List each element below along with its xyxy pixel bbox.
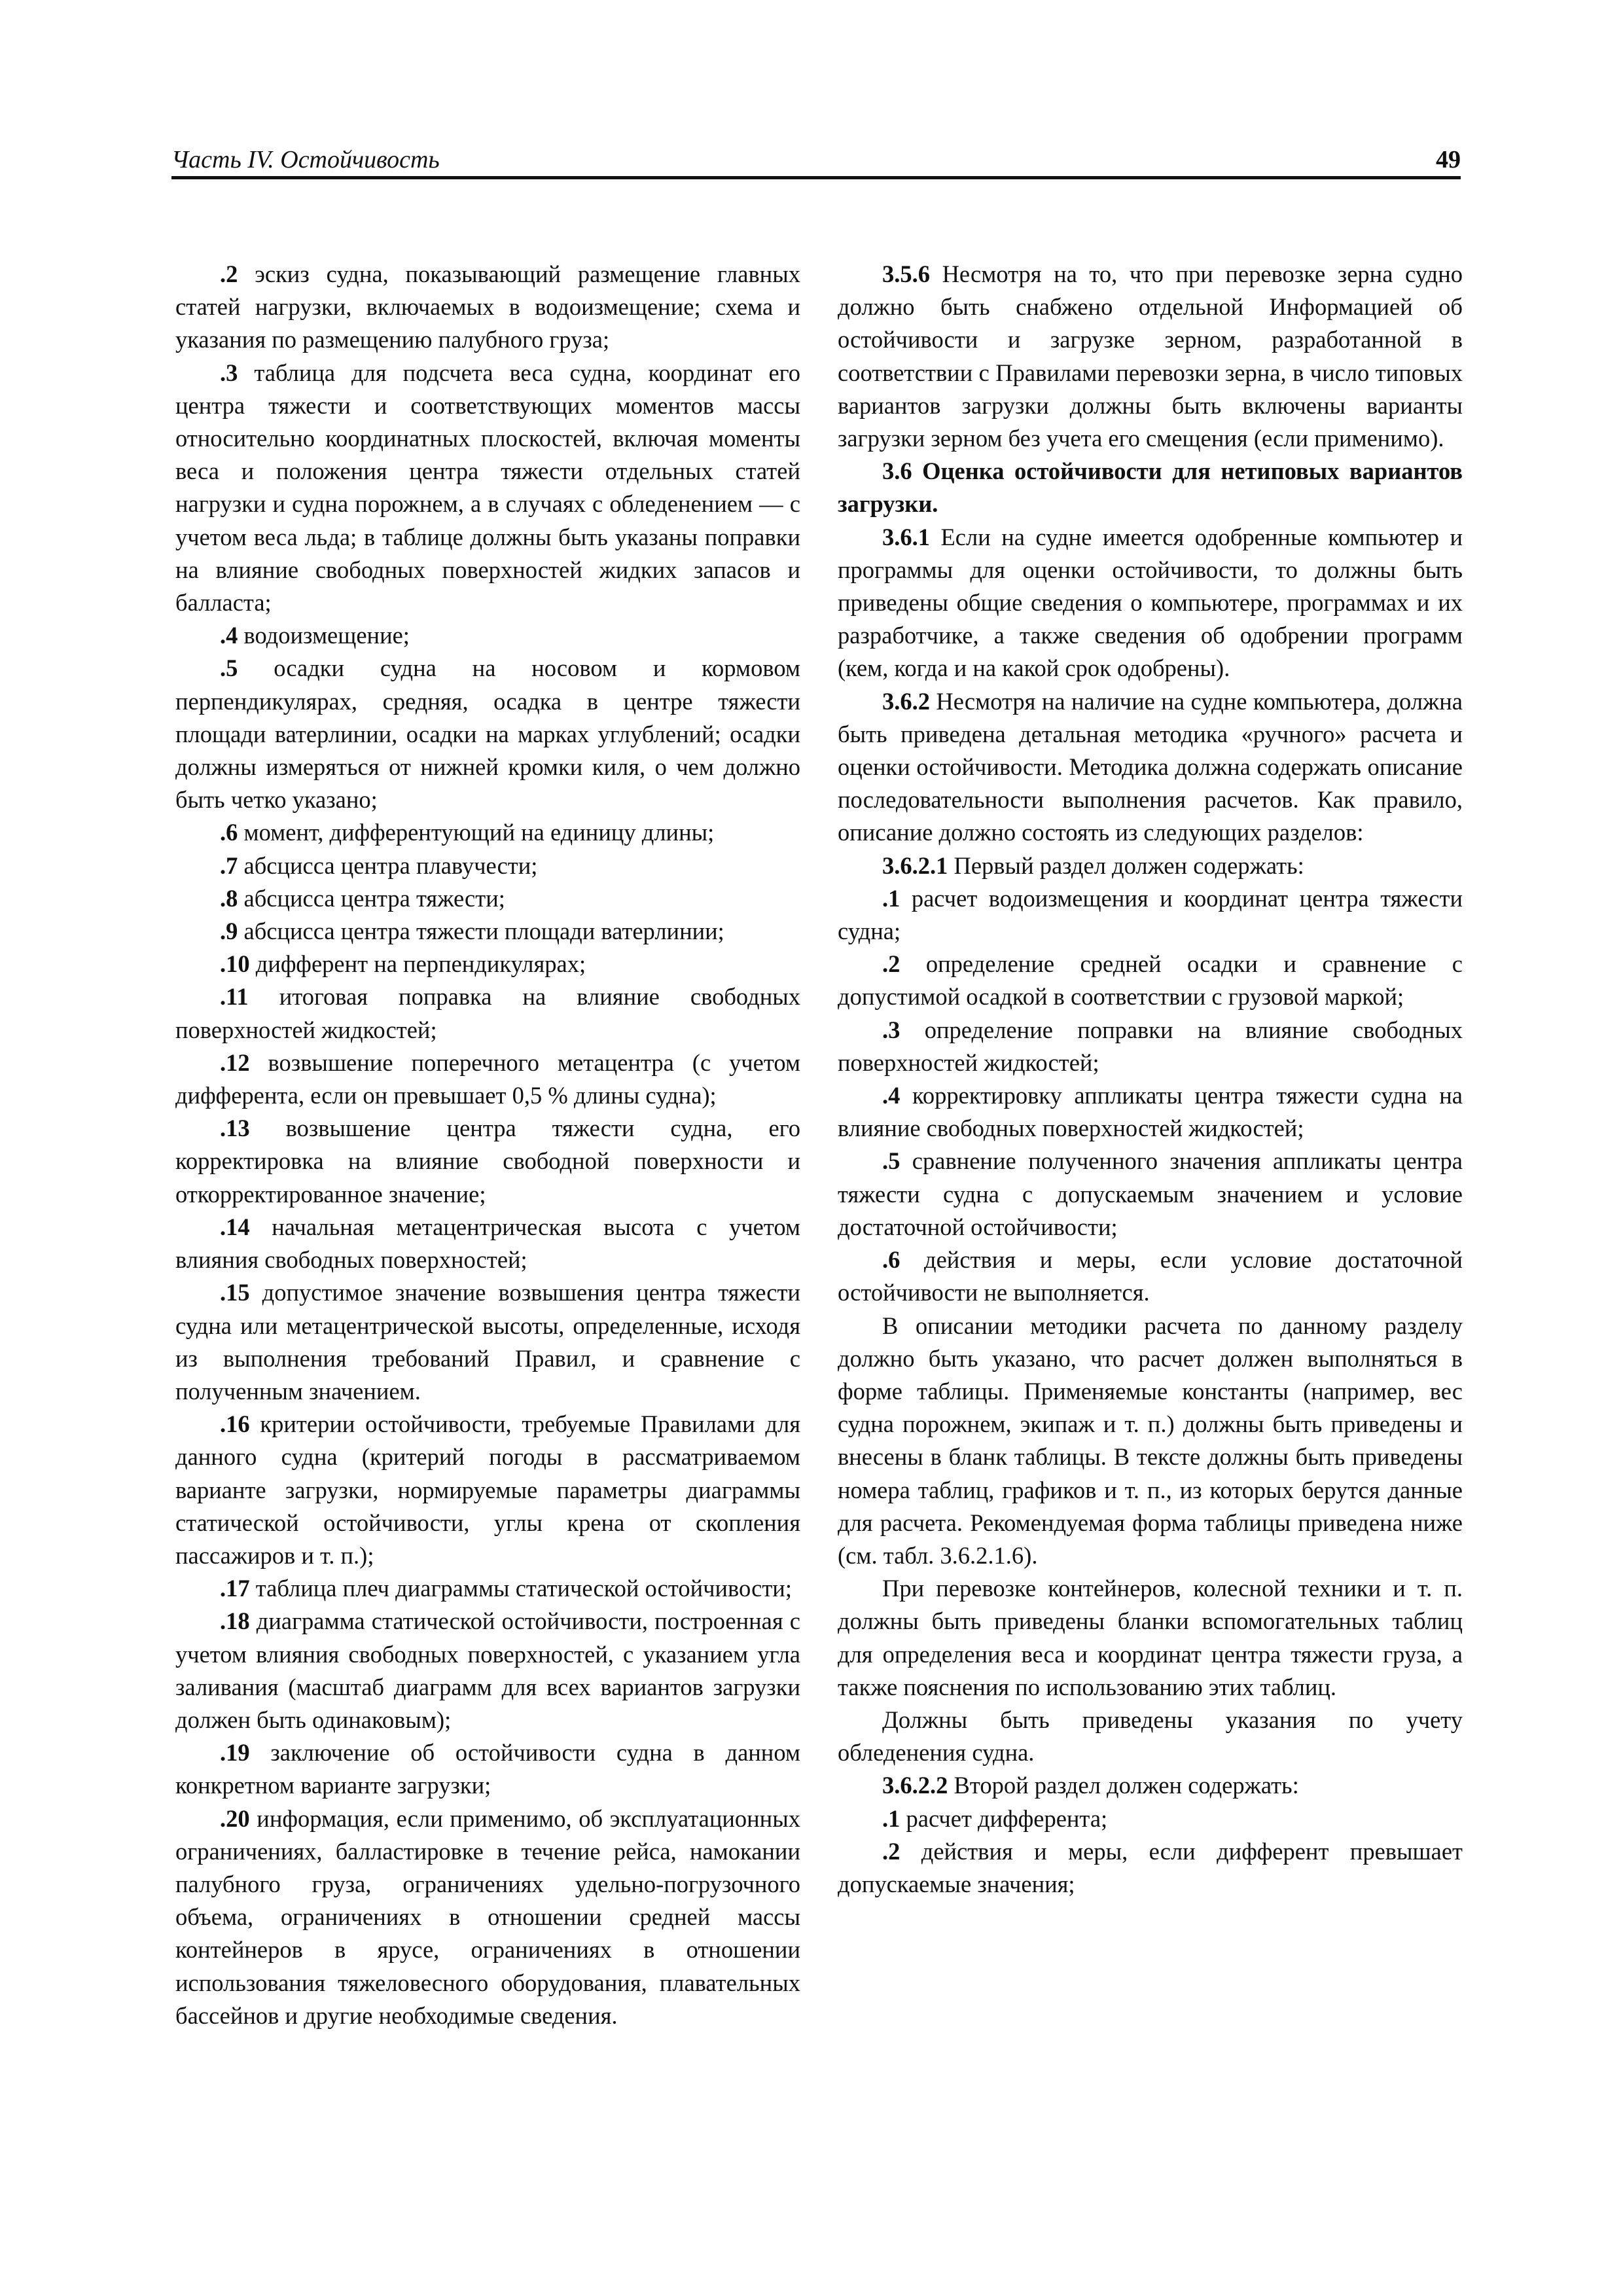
paragraph (175, 1211, 800, 1276)
right-column (838, 258, 1463, 1901)
item-text: определение средней осадки и сравнение с допустимой осадкой в соответствии с грузовой маркой; (838, 950, 1463, 1011)
item-text: корректировку аппликаты центра тяжести судна на влияние свободных поверхностей жидкостей; (838, 1082, 1463, 1142)
item-number: .7 (220, 852, 238, 879)
item-text: итоговая поправка на влияние свободных поверхностей жидкостей; (175, 983, 800, 1043)
item-text: заключение об остойчивости судна в данном конкретном варианте загрузки; (175, 1739, 800, 1799)
paragraph (838, 850, 1463, 882)
heading-text: 3.6 Оценка остойчивости для нетиповых вариантов загрузки. (838, 457, 1463, 518)
item-number: .4 (220, 622, 238, 649)
paragraph (175, 652, 800, 816)
paragraph (838, 1244, 1463, 1309)
paragraph (175, 258, 800, 357)
item-number: .1 (882, 1804, 901, 1832)
paragraph (175, 1572, 800, 1605)
paragraph (175, 357, 800, 620)
item-text: Если на судне имеется одобренные компьютер и программы для оценки остойчивости, то должны быть приведены общие сведения о компьютере, программах и их разработчике, а также сведения об одобрении программ (кем, когда и на какой срок одобрены). (838, 523, 1463, 682)
item-text: момент, дифферентующий на единицу длины; (238, 819, 715, 846)
paragraph (175, 619, 800, 652)
item-number: 3.6.2 (882, 687, 930, 715)
item-number: .6 (220, 819, 238, 846)
item-text: действия и меры, если дифферент превышает допускаемые значения; (838, 1837, 1463, 1897)
item-number: .6 (882, 1246, 901, 1274)
paragraph (838, 1310, 1463, 1573)
paragraph (175, 816, 800, 849)
item-text: возвышение поперечного метацентра (с учетом дифферента, если он превышает 0,5 % длины судна); (175, 1049, 800, 1109)
item-text: сравнение полученного значения аппликаты центра тяжести судна с допускаемым значением и условие достаточной остойчивости; (838, 1147, 1463, 1240)
item-number: .17 (220, 1575, 250, 1602)
item-text: эскиз судна, показывающий размещение главных статей нагрузки, включаемых в водоизмещение; схема и указания по размещению палубного груза; (175, 260, 800, 353)
item-text: абсцисса центра тяжести площади ватерлинии; (238, 918, 724, 945)
item-number: .19 (220, 1739, 250, 1767)
item-text: водоизмещение; (238, 622, 410, 649)
item-text: расчет водоизмещения и координат центра тяжести судна; (838, 884, 1463, 945)
item-number: 3.6.1 (882, 523, 930, 550)
paragraph (175, 1605, 800, 1736)
paragraph (838, 1769, 1463, 1802)
paragraph (838, 521, 1463, 685)
item-text: расчет дифферента; (900, 1804, 1108, 1832)
paragraph (175, 1276, 800, 1408)
left-column (175, 258, 800, 2032)
item-number: .4 (882, 1082, 901, 1109)
paragraph (175, 1047, 800, 1112)
page-header (171, 145, 1461, 178)
item-number: .9 (220, 918, 238, 945)
paragraph (838, 1079, 1463, 1145)
item-text: абсцисса центра плавучести; (238, 852, 538, 879)
item-number: .2 (220, 260, 238, 287)
item-text: Первый раздел должен содержать: (948, 852, 1304, 879)
paragraph (838, 258, 1463, 455)
page-number: 49 (1436, 146, 1461, 173)
item-text: критерии остойчивости, требуемые Правилами для данного судна (критерий погоды в рассматриваемом варианте загрузки, нормируемые параметры диаграммы статической остойчивости, углы крена от скопления пассажиров и т. п.); (175, 1410, 800, 1569)
item-text: Несмотря на то, что при перевозке зерна судно должно быть снабжено отдельной Информацией об остойчивости и загрузке зерном, разработанной в соответствии с Правилами перевозки зерна, в число типовых вариантов загрузки должны быть включены варианты загрузки зерном без учета его смещения (если применимо). (838, 260, 1463, 452)
paragraph (838, 1572, 1463, 1704)
item-text: информация, если применимо, об эксплуатационных ограничениях, балластировке в течение рейса, намокании палубного груза, ограничениях удельно-погрузочного объема, ограничениях в отношении средней массы контейнеров в ярусе, ограничениях в отношении использования тяжеловесного оборудования, плавательных бассейнов и другие необходимые сведения. (175, 1804, 800, 2029)
running-title: Часть IV. Остойчивость (171, 146, 440, 173)
header-rule (171, 176, 1461, 179)
paragraph (175, 882, 800, 915)
item-number: .5 (220, 655, 238, 682)
item-text: таблица для подсчета веса судна, координат его центра тяжести и соответствующих моментов массы относительно координатных плоскостей, включая моменты веса и положения центра тяжести отдельных статей нагрузки и судна порожнем, а в случаях с обледенением — с учетом веса льда; в таблице должны быть указаны поправки на влияние свободных поверхностей жидких запасов и балласта; (175, 359, 800, 617)
item-text: действия и меры, если условие достаточной остойчивости не выполняется. (838, 1246, 1463, 1306)
item-number: .5 (882, 1147, 901, 1175)
item-text: Несмотря на наличие на судне компьютера, должна быть приведена детальная методика «ручного» расчета и оценки остойчивости. Методика должна содержать описание последовательности выполнения расчетов. Как правило, описание должно состоять из следующих разделов: (838, 687, 1463, 846)
paragraph (175, 948, 800, 980)
item-text: начальная метацентрическая высота с учетом влияния свободных поверхностей; (175, 1213, 800, 1274)
paragraph (175, 915, 800, 948)
item-number: .20 (220, 1804, 250, 1832)
paragraph (838, 685, 1463, 850)
item-text: диаграмма статической остойчивости, построенная с учетом влияния свободных поверхностей, с указанием угла заливания (масштаб диаграмм для всех вариантов загрузки должен быть одинаковым); (175, 1607, 800, 1733)
item-text: осадки судна на носовом и кормовом перпендикулярах, средняя, осадка в центре тяжести площади ватерлинии, осадки на марках углублений; осадки должны измеряться от нижней кромки киля, о чем должно быть четко указано; (175, 655, 800, 814)
item-number: .13 (220, 1115, 250, 1142)
item-number: .12 (220, 1049, 250, 1076)
item-number: .3 (220, 359, 238, 386)
item-text: Должны быть приведены указания по учету обледенения судна. (838, 1706, 1463, 1767)
paragraph (838, 1835, 1463, 1901)
item-number: .14 (220, 1213, 250, 1240)
item-text: возвышение центра тяжести судна, его корректировка на влияние свободной поверхности и откорректированное значение; (175, 1115, 800, 1208)
item-number: .8 (220, 884, 238, 912)
paragraph (175, 1736, 800, 1802)
paragraph (838, 1014, 1463, 1079)
paragraph (838, 1145, 1463, 1244)
paragraph (175, 980, 800, 1046)
item-number: .18 (220, 1607, 250, 1635)
item-number: 3.5.6 (882, 260, 930, 287)
item-number: .1 (882, 884, 901, 912)
item-text: Второй раздел должен содержать: (948, 1772, 1299, 1799)
paragraph (175, 1408, 800, 1572)
paragraph (838, 948, 1463, 1013)
item-text: допустимое значение возвышения центра тяжести судна или метацентрической высоты, определенные, исходя из выполнения требований Правил, и сравнение с полученным значением. (175, 1279, 800, 1405)
item-number: .10 (220, 950, 250, 978)
item-text: При перевозке контейнеров, колесной техники и т. п. должны быть приведены бланки вспомогательных таблиц для определения веса и координат центра тяжести груза, а также пояснения по использованию этих таблиц. (838, 1575, 1463, 1700)
section-heading (838, 455, 1463, 520)
item-number: .2 (882, 950, 901, 978)
paragraph (838, 882, 1463, 948)
item-number: .16 (220, 1410, 250, 1438)
item-number: 3.6.2.2 (882, 1772, 948, 1799)
paragraph (175, 1803, 800, 2032)
item-number: .15 (220, 1279, 250, 1306)
paragraph (175, 1112, 800, 1211)
item-number: .2 (882, 1837, 901, 1865)
item-text: В описании методики расчета по данному разделу должно быть указано, что расчет должен выполняться в форме таблицы. Применяемые константы (например, вес судна порожнем, экипаж и т. п.) должны быть приведены и внесены в бланк таблицы. В тексте должны быть приведены номера таблиц, графиков и т. п., из которых берутся данные для расчета. Рекомендуемая форма таблицы приведена ниже (см. табл. 3.6.2.1.6). (838, 1312, 1463, 1569)
item-number: .3 (882, 1016, 901, 1043)
paragraph (838, 1704, 1463, 1769)
item-text: абсцисса центра тяжести; (238, 884, 505, 912)
item-number: 3.6.2.1 (882, 852, 948, 879)
paragraph (175, 850, 800, 882)
item-number: .11 (220, 983, 249, 1011)
item-text: определение поправки на влияние свободных поверхностей жидкостей; (838, 1016, 1463, 1076)
item-text: таблица плеч диаграммы статической остойчивости; (249, 1575, 792, 1602)
paragraph (838, 1803, 1463, 1835)
item-text: дифферент на перпендикулярах; (249, 950, 586, 978)
